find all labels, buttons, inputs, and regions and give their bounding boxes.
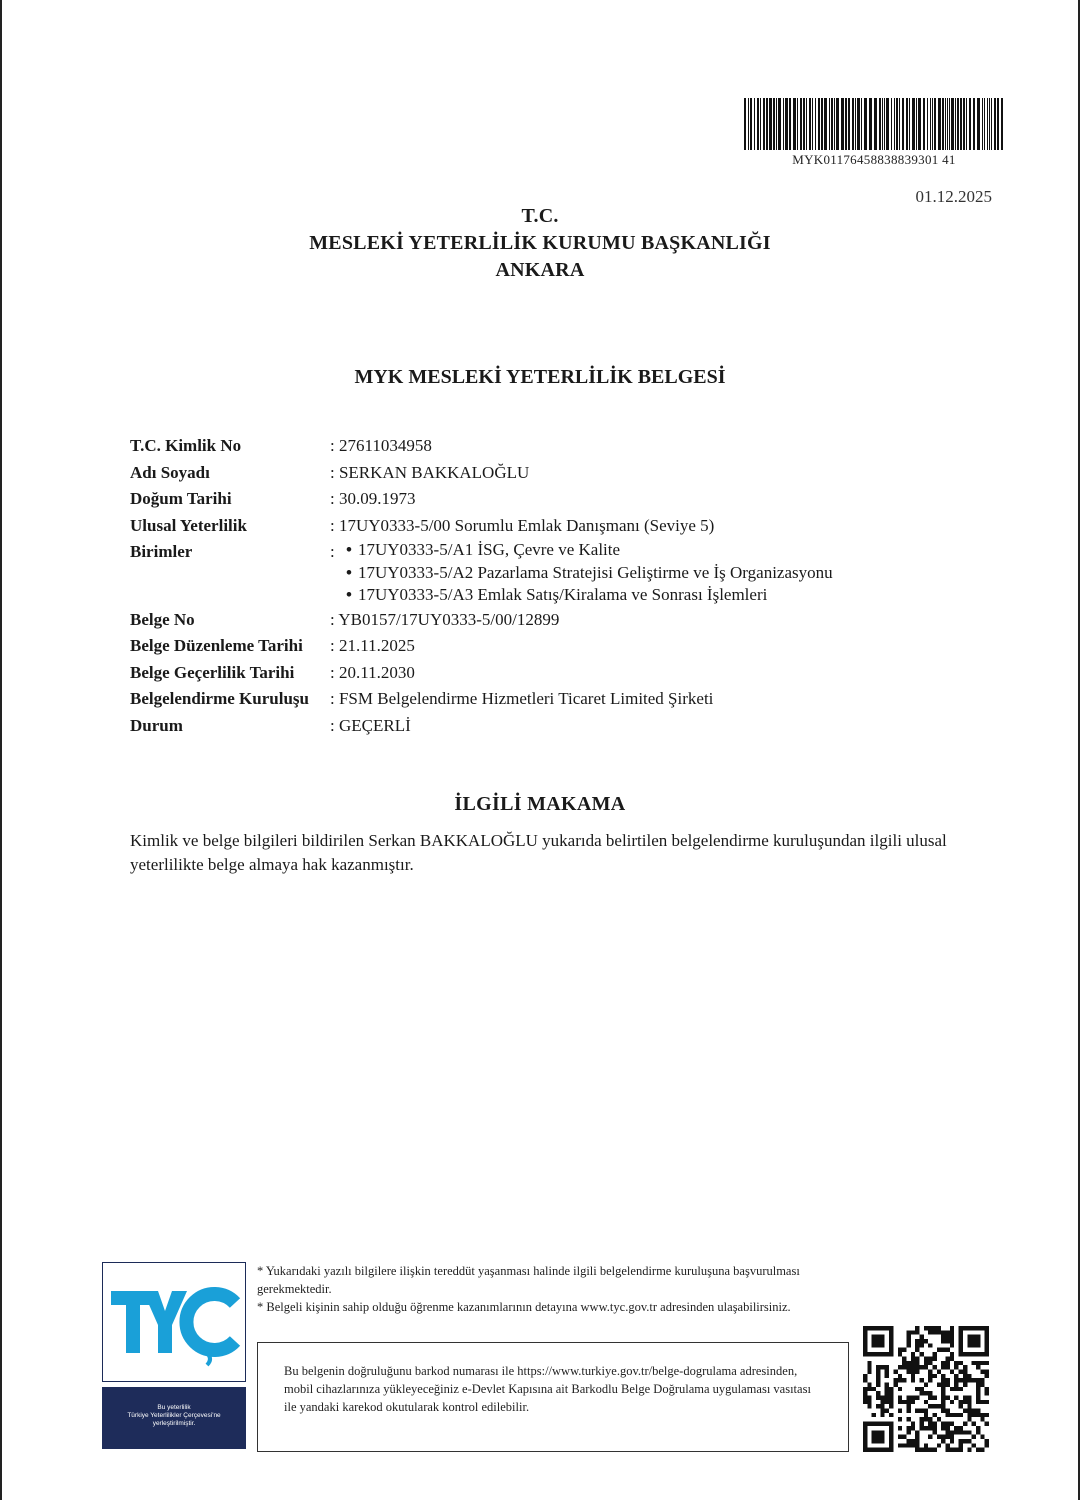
verification-box [257, 1342, 849, 1452]
header-line-tc: T.C. [521, 205, 559, 227]
docno-label: Belge No [130, 609, 195, 629]
statement-paragraph: Kimlik ve belge bilgileri bildirilen Serkan BAKKALOĞLU yukarıda belirtilen belgelendirme kuruluşundan ilgili ulusal yeterlilikte belge almaya hak kazanmıştır. [130, 831, 947, 874]
docno-value: : YB0157/17UY0333-5/00/12899 [330, 609, 560, 629]
tc-label: T.C. Kimlik No [130, 436, 242, 455]
band-line-2: Türkiye Yeterlilikler Çerçevesi'ne [127, 1412, 221, 1419]
band-line-1: Bu yeterlilik [157, 1404, 191, 1411]
dob-value: : 30.09.1973 [330, 489, 416, 508]
info-row-status [130, 713, 950, 740]
info-row-valid-date [130, 660, 950, 687]
band-line-3: yerleştirilmiştir. [152, 1420, 196, 1427]
dob-label: Doğum Tarihi [130, 489, 232, 508]
units-list [340, 539, 833, 607]
organization-value: : FSM Belgelendirme Hizmetleri Ticaret Limited Şirketi [330, 689, 714, 708]
document-title: MYK MESLEKİ YETERLİLİK BELGESİ [354, 366, 726, 388]
verification-text: Bu belgenin doğruluğunu barkod numarası ile https://www.turkiye.gov.tr/belge-dogrulama adresinden, mobil cihazlarınıza yükleyeceğiniz e-Devlet Kapısına ait Barkodlu Belge Doğrulama uygulaması vasıtası ile yandaki karekod okutularak kontrol edilebilir. [284, 1364, 811, 1414]
status-value: : GEÇERLİ [330, 715, 411, 735]
certificate-info-table [130, 433, 950, 739]
info-row-qualification [130, 513, 950, 540]
section-title: İLGİLİ MAKAMA [454, 793, 626, 815]
footnote-2: * Belgeli kişinin sahip olduğu öğrenme kazanımlarının detayına www.tyc.gov.tr adresinden ulaşabilirsiniz. [257, 1300, 791, 1314]
list-item: • 17UY0333-5/A3 Emlak Satış/Kiralama ve Sonrası İşlemleri [346, 585, 768, 604]
qualification-value: : 17UY0333-5/00 Sorumlu Emlak Danışmanı (Seviye 5) [330, 515, 715, 535]
name-value: : SERKAN BAKKALOĞLU [330, 462, 530, 482]
info-row-dob [130, 486, 950, 513]
info-row-units [130, 539, 950, 607]
units-value [330, 539, 950, 607]
units-colon: : [330, 542, 335, 561]
name-label: Adı Soyadı [130, 462, 210, 482]
barcode-number: MYK01176458838839301 41 [792, 152, 956, 167]
organization-label: Belgelendirme Kuruluşu [130, 689, 309, 708]
units-label: Birimler [130, 542, 193, 561]
tyc-logo-icon [103, 1263, 244, 1380]
info-row-name [130, 460, 950, 487]
header-line-city: ANKARA [495, 259, 585, 281]
info-row-tc [130, 433, 950, 460]
qr-code-image [863, 1326, 989, 1452]
list-item: • 17UY0333-5/A2 Pazarlama Stratejisi Geliştirme ve İş Organizasyonu [346, 562, 833, 582]
info-row-organization [130, 686, 950, 713]
footnote-1: * Yukarıdaki yazılı bilgilere ilişkin tereddüt yaşanması halinde ilgili belgelendirme kuruluşuna başvurulması gerekmektedir. [257, 1264, 800, 1296]
header-line-institution: MESLEKİ YETERLİLİK KURUMU BAŞKANLIĞI [309, 232, 771, 254]
document-date: 01.12.2025 [915, 187, 992, 206]
tyc-band [102, 1387, 246, 1449]
valid-date-value: : 20.11.2030 [330, 662, 415, 682]
issue-date-value: : 21.11.2025 [330, 636, 415, 655]
issue-date-label: Belge Düzenleme Tarihi [130, 636, 303, 655]
qualification-label: Ulusal Yeterlilik [130, 515, 247, 535]
info-row-issue-date [130, 633, 950, 660]
list-item: • 17UY0333-5/A1 İSG, Çevre ve Kalite [346, 540, 621, 559]
barcode-image [744, 98, 1004, 150]
institution-header [0, 203, 1080, 284]
valid-date-label: Belge Geçerlilik Tarihi [130, 662, 295, 682]
footnotes [257, 1262, 847, 1316]
tc-value: : 27611034958 [330, 436, 432, 455]
status-label: Durum [130, 715, 183, 735]
tyc-logo [102, 1262, 246, 1382]
info-row-docno [130, 607, 950, 634]
